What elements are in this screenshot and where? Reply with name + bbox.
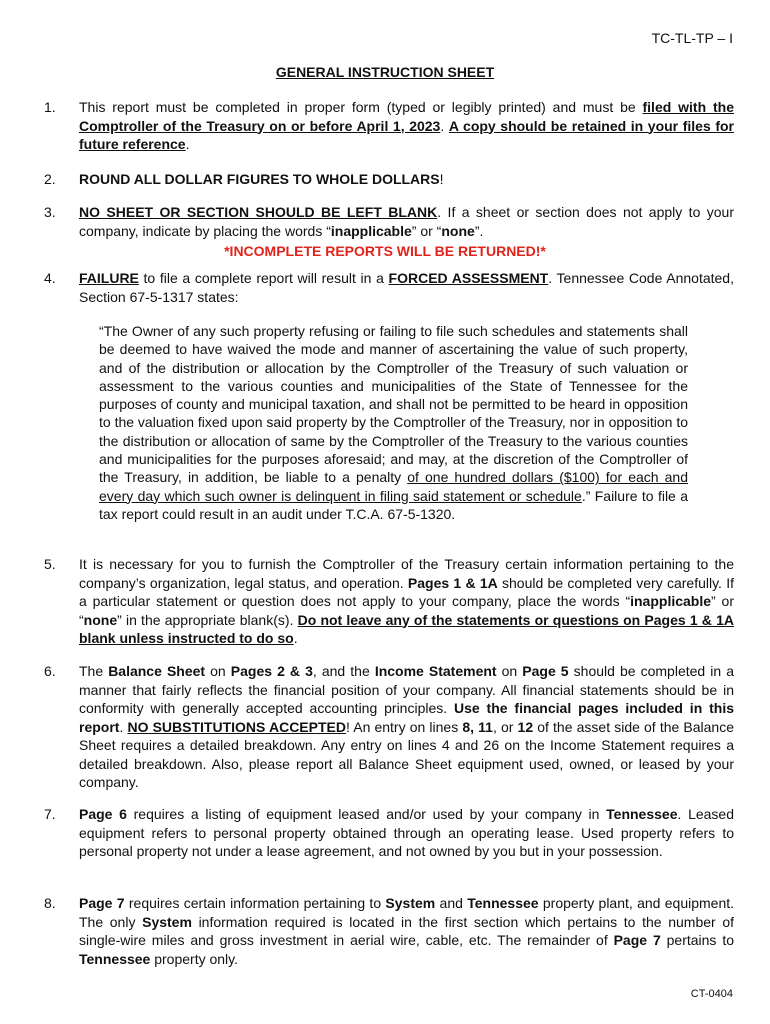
item-text bbox=[79, 203, 734, 240]
text-run: filed with the Comptroller of the Treasury on or before April 1, 2023 bbox=[79, 99, 734, 134]
text-run: of the asset side of the Balance Sheet requires a detailed breakdown. Any entry on lines 4 and 26 on the Income Statement requires a detailed breakdown. Also, please report all Balance Sheet equipment used, owned, or leased by your company. bbox=[79, 718, 734, 790]
text-run: should be completed very carefully. If a particular statement or question does not apply to your company, place the words “ bbox=[79, 574, 734, 609]
page-title: GENERAL INSTRUCTION SHEET bbox=[275, 64, 495, 80]
text-run: inapplicable bbox=[630, 593, 712, 609]
text-run: Do not leave any of the statements or questions on Pages 1 & 1A blank unless instructed to do so bbox=[79, 611, 734, 646]
text-run: . bbox=[293, 630, 298, 646]
text-run: Page 7 bbox=[613, 932, 661, 948]
item-number: 8. bbox=[44, 895, 56, 911]
text-run: This report must be completed in proper form (typed or legibly printed) and must be bbox=[79, 99, 643, 115]
footer-form-code: CT-0404 bbox=[690, 988, 733, 1000]
text-run: FORCED ASSESSMENT bbox=[388, 270, 549, 286]
item-number: 5. bbox=[44, 556, 56, 572]
text-run: , or bbox=[492, 718, 518, 735]
text-run: . bbox=[185, 136, 190, 152]
text-run: ROUND ALL DOLLAR FIGURES TO WHOLE DOLLARS bbox=[79, 171, 440, 187]
text-run: ” in the appropriate blank(s). bbox=[117, 611, 298, 628]
item-text bbox=[79, 98, 734, 154]
text-run: , and the bbox=[312, 663, 375, 679]
form-code: TC-TL-TP – I bbox=[651, 30, 733, 46]
text-run: and bbox=[435, 895, 468, 911]
item-number: 7. bbox=[44, 806, 56, 822]
text-run: ”. bbox=[474, 222, 484, 239]
text-run: property plant, and equipment. The only bbox=[79, 895, 735, 930]
text-run: Page 7 bbox=[79, 895, 125, 911]
text-run: Pages 1 & 1A bbox=[407, 574, 498, 591]
text-run: .” Failure to file a tax report could result in an audit under T.C.A. 67-5-1320. bbox=[99, 487, 688, 522]
text-run: Tennessee bbox=[606, 806, 678, 822]
text-run: of one hundred dollars ($100) for each and every day which such owner is delinquent in filing said statement or schedule bbox=[99, 469, 688, 504]
text-run: Income Statement bbox=[374, 663, 497, 679]
text-run: NO SHEET OR SECTION SHOULD BE LEFT BLANK bbox=[79, 204, 438, 220]
text-run: Tennessee bbox=[467, 895, 539, 911]
item-number: 1. bbox=[44, 99, 56, 115]
item-text bbox=[79, 170, 734, 189]
text-run: It is necessary for you to furnish the Comptroller of the Treasury certain information pertaining to the company’s organization, legal status, and operation. bbox=[79, 556, 734, 591]
text-run: Balance Sheet bbox=[108, 663, 206, 679]
text-run: . If a sheet or section does not apply to your company, indicate by placing the words “ bbox=[79, 204, 734, 239]
text-run: . bbox=[440, 117, 449, 134]
statute-quote bbox=[99, 322, 688, 523]
text-run: ” or “ bbox=[411, 222, 442, 239]
item-text bbox=[79, 555, 734, 648]
text-run: Pages 2 & 3 bbox=[230, 663, 313, 679]
text-run: requires certain information pertaining to bbox=[124, 895, 386, 911]
text-run: A copy should be retained in your files for future reference bbox=[79, 117, 734, 152]
text-run: FAILURE bbox=[79, 270, 139, 286]
text-run: . Tennessee Code Annotated, Section 67-5-1317 states: bbox=[79, 270, 734, 305]
item-text bbox=[79, 269, 734, 306]
item-number: 6. bbox=[44, 663, 56, 679]
text-run: Page 6 bbox=[79, 806, 127, 822]
text-run: Tennessee bbox=[79, 950, 151, 967]
text-run: 8, 11 bbox=[462, 718, 493, 735]
item-text bbox=[79, 894, 734, 968]
text-run: “The Owner of any such property refusing or failing to file such schedules and statements shall be deemed to have waived the mode and manner of ascertaining the value of such property, and of the distribution or allocation by the Comptroller of the Treasury of such valuation or assessment to the various counties and municipalities of the State of Tennessee for the purposes of county and municipal taxation, and shall not be permitted to be heard in opposition to the valuation fixed upon said property by the Comptroller of the Treasury, nor in opposition to the distribution or allocation of same by the Comptroller of the Treasury to the various counties and municipalities for the purposes aforesaid; and may, at the discretion of the Comptroller of the Treasury, in addition, be liable to a penalty bbox=[99, 323, 688, 486]
text-run: ! An entry on lines bbox=[345, 718, 463, 735]
text-run: ! bbox=[439, 171, 444, 187]
text-run: Page 5 bbox=[522, 663, 569, 679]
text-run: none bbox=[441, 222, 475, 239]
incomplete-reports-warning: *INCOMPLETE REPORTS WILL BE RETURNED!* bbox=[224, 243, 546, 259]
text-run: on bbox=[205, 663, 231, 679]
text-run: . bbox=[119, 718, 128, 735]
text-run: should be completed in a manner that fairly reflects the financial position of your company. All financial statements should be in conformity with generally accepted accounting principles. bbox=[79, 663, 734, 716]
text-run: System bbox=[142, 913, 192, 930]
text-run: information required is located in the first section which pertains to the number of single-wire miles and gross investment in aerial wire, cable, etc. The remainder of bbox=[79, 913, 734, 948]
text-run: The bbox=[79, 663, 109, 679]
text-run: on bbox=[496, 663, 523, 679]
item-text bbox=[79, 662, 734, 792]
item-text bbox=[79, 805, 734, 861]
item-number: 4. bbox=[44, 270, 56, 286]
text-run: 12 bbox=[517, 718, 534, 735]
text-run: . Leased equipment refers to personal property obtained through an operating lease. Used property refers to personal property not under a lease agreement, and not owned by you but in your possession. bbox=[79, 806, 734, 859]
item-number: 2. bbox=[44, 171, 56, 187]
text-run: NO SUBSTITUTIONS ACCEPTED bbox=[127, 718, 346, 735]
text-run: none bbox=[83, 611, 118, 628]
text-run: requires a listing of equipment leased and/or used by your company in bbox=[126, 806, 607, 822]
text-run: property only. bbox=[150, 950, 239, 967]
text-run: System bbox=[385, 895, 436, 911]
text-run: ” or “ bbox=[79, 593, 735, 628]
text-run: to file a complete report will result in a bbox=[138, 270, 389, 286]
item-number: 3. bbox=[44, 204, 56, 220]
text-run: Use the financial pages included in this report bbox=[79, 700, 735, 735]
text-run: pertains to bbox=[660, 932, 734, 948]
text-run: inapplicable bbox=[330, 222, 412, 239]
